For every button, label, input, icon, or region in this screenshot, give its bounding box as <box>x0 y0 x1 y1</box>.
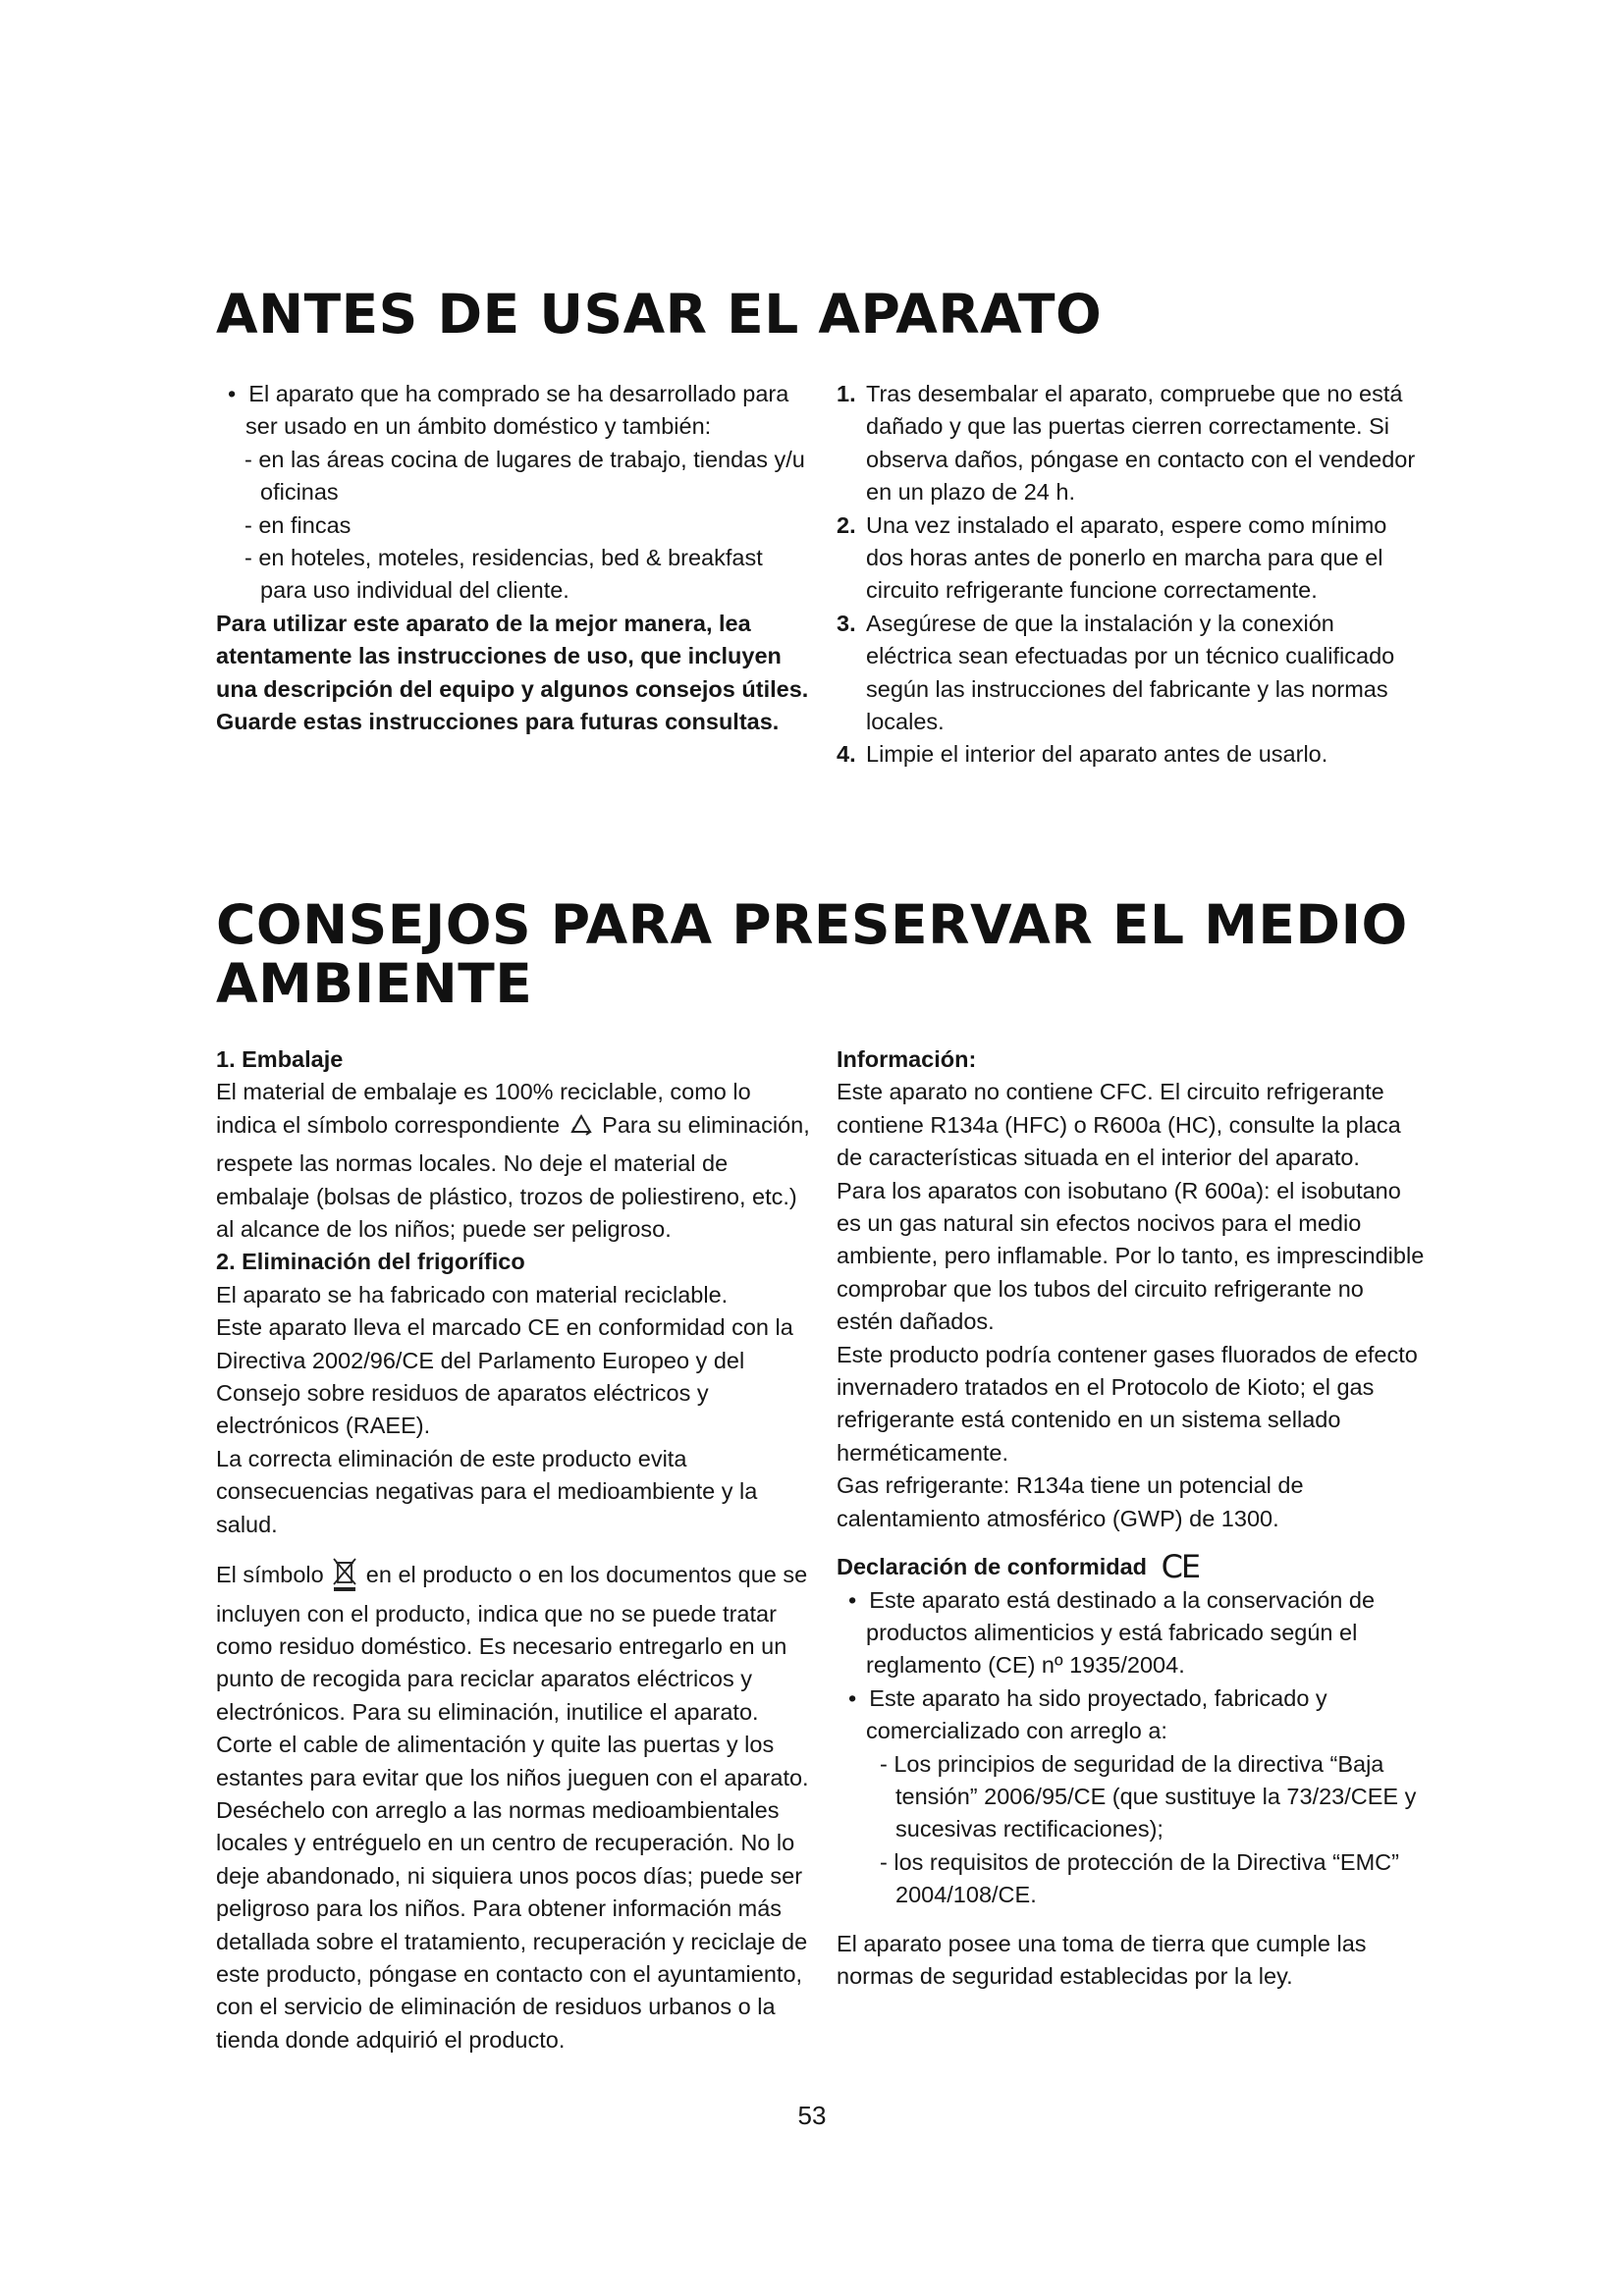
consejos-right-column <box>837 1043 1426 1993</box>
crossed-bin-icon <box>332 1557 357 1597</box>
dash-item-emc: - los requisitos de protección de la Directiva “EMC” 2004/108/CE. <box>880 1848 1399 1908</box>
ce-mark-icon: CE <box>1161 1548 1200 1586</box>
paragraph-marcado-ce: Este aparato lleva el marcado CE en conformidad con la Directiva 2002/96/CE del Parlamento Europeo y del Consejo sobre residuos de aparatos eléctricos y electrónicos (RAEE). <box>216 1314 793 1439</box>
bullet-ambito: • El aparato que ha comprado se ha desarrollado para ser usado en un ámbito doméstico y también: <box>228 381 789 440</box>
numbered-item-3: 3. Asegúrese de que la instalación y la conexión eléctrica sean efectuadas por un técnico cualificado según las instrucciones del fabricante y las normas locales. <box>837 610 1395 735</box>
bullet-proyectado: • Este aparato ha sido proyectado, fabricado y comercializado con arreglo a: <box>848 1684 1327 1744</box>
dash-item-hoteles: - en hoteles, moteles, residencias, bed & breakfast para uso individual del cliente. <box>244 545 763 604</box>
consejos-left-column <box>216 1043 810 2056</box>
paragraph-reciclable: El aparato se ha fabricado con material reciclable. <box>216 1281 729 1308</box>
paragraph-correcta-eliminacion: La correcta eliminación de este producto evita consecuencias negativas para el medioambiente y la salud. <box>216 1445 758 1537</box>
antes-left-column <box>216 378 815 738</box>
bold-note-guarde: Guarde estas instrucciones para futuras consultas. <box>216 709 780 735</box>
subheading-eliminacion: 2. Eliminación del frigorífico <box>216 1249 525 1275</box>
paragraph-gases-fluorados: Este producto podría contener gases fluorados de efecto invernadero tratados en el Protocolo de Kioto; el gas refrigerante está contenido en un sistema sellado herméticamente. <box>837 1341 1418 1466</box>
paragraph-isobutano: Para los aparatos con isobutano (R 600a): el isobutano es un gas natural sin efectos nocivos para el medio ambiente, pero inflamable. Por lo tanto, es imprescindible comprobar que los tubos del circuito refrigerante no estén dañados. <box>837 1177 1425 1335</box>
numbered-item-1: 1. Tras desembalar el aparato, compruebe que no está dañado y que las puertas cierren correctamente. Si observa daños, póngase en contacto con el vendedor en un plazo de 24 h. <box>837 381 1416 506</box>
bold-note-instrucciones: Para utilizar este aparato de la mejor manera, lea atentamente las instrucciones de uso, que incluyen una descripción del equipo y algunos consejos útiles. <box>216 610 809 702</box>
recycle-icon <box>568 1113 594 1148</box>
subheading-embalaje: 1. Embalaje <box>216 1046 344 1072</box>
section-title-consejos: CONSEJOS PARA PRESERVAR EL MEDIO AMBIENTE <box>216 893 1408 1015</box>
bullet-conservacion: • Este aparato está destinado a la conservación de productos alimenticios y está fabricado según el reglamento (CE) nº 1935/2004. <box>848 1586 1376 1679</box>
paragraph-cfc: Este aparato no contiene CFC. El circuito refrigerante contiene R134a (HFC) o R600a (HC), consulte la placa de características situada en el interior del aparato. <box>837 1079 1401 1171</box>
paragraph-toma-tierra: El aparato posee una toma de tierra que cumple las normas de seguridad establecidas por la ley. <box>837 1930 1367 1989</box>
paragraph-simbolo-raee: El símbolo en el producto o en los documentos que se incluyen con el producto, indica que no se puede tratar como residuo doméstico. Es necesario entregarlo en un punto de recogida para reciclar aparatos eléctricos y electrónicos. Para su eliminación, inutilice el aparato. Corte el cable de alimentación y quite las puertas y los estantes para evitar que los niños jueguen con el aparato. Deséchelo con arreglo a las normas medioambientales locales y entréguelo en un centro de recuperación. No lo deje abandonado, ni siquiera unos pocos días; puede ser peligroso para los niños. Para obtener información más detallada sobre el tratamiento, recuperación y reciclaje de este producto, póngase en contacto con el ayuntamiento, con el servicio de eliminación de residuos urbanos o la tienda donde adquirió el producto. <box>216 1557 810 2056</box>
dash-item-fincas: - en fincas <box>244 511 352 538</box>
antes-right-column <box>837 378 1426 772</box>
page-number: 53 <box>797 2101 827 2130</box>
paragraph-gas-refrigerante: Gas refrigerante: R134a tiene un potencial de calentamiento atmosférico (GWP) de 1300. <box>837 1472 1304 1531</box>
numbered-item-2: 2. Una vez instalado el aparato, espere como mínimo dos horas antes de ponerlo en marcha para que el circuito refrigerante funcione correctamente. <box>837 511 1387 604</box>
section-title-antes: ANTES DE USAR EL APARATO <box>216 283 1103 346</box>
numbered-item-4: 4. Limpie el interior del aparato antes de usarlo. <box>837 741 1328 768</box>
paragraph-embalaje: El material de embalaje es 100% reciclable, como lo indica el símbolo correspondiente Para su eliminación, respete las normas locales. No deje el material de embalaje (bolsas de plástico, trozos de poliestireno, etc.) al alcance de los niños; puede ser peligroso. <box>216 1079 810 1243</box>
subheading-declaracion: Declaración de conformidad CE <box>837 1548 1200 1586</box>
subheading-informacion: Información: <box>837 1046 977 1072</box>
dash-item-oficinas: - en las áreas cocina de lugares de trabajo, tiendas y/u oficinas <box>244 446 805 506</box>
dash-item-baja-tension: - Los principios de seguridad de la directiva “Baja tensión” 2006/95/CE (que sustituye la 73/23/CEE y sucesivas rectificaciones); <box>880 1750 1417 1842</box>
